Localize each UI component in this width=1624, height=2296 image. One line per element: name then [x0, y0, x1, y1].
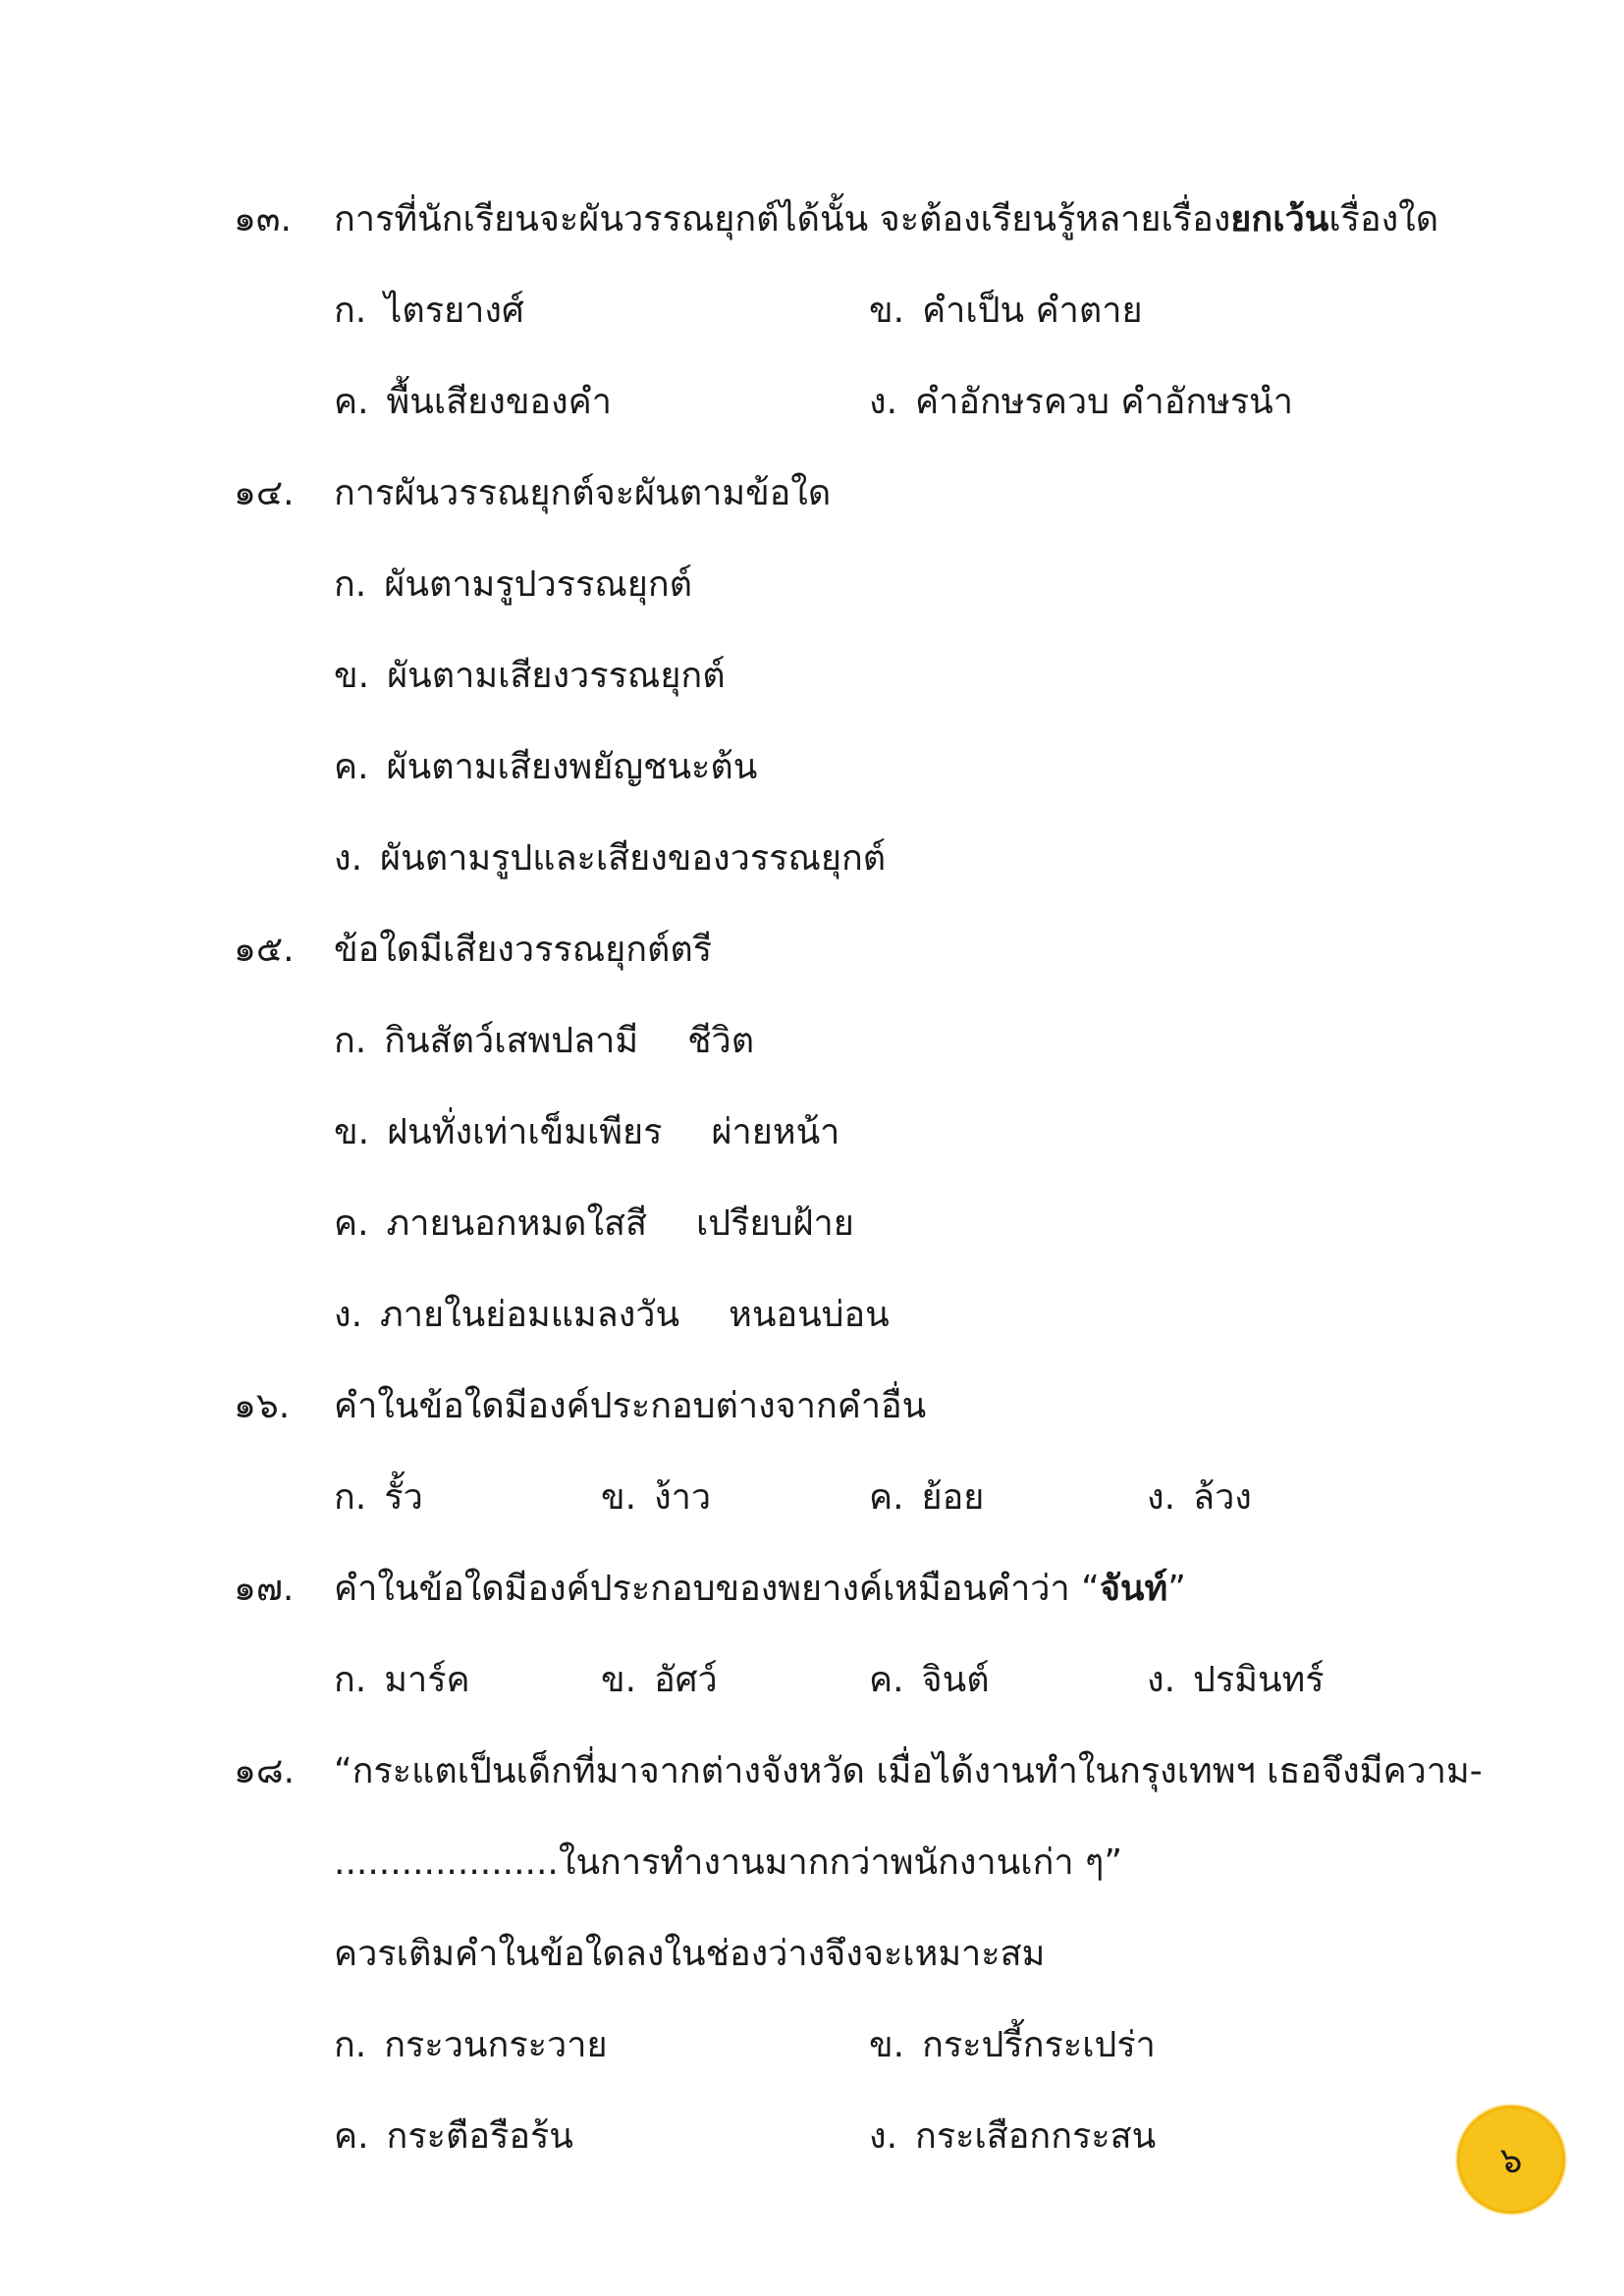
option-text: ผันตามเสียงวรรณยุกต์: [387, 656, 726, 696]
option-text: กินสัตว์เสพปลามี: [384, 1021, 639, 1061]
question-13-number: ๑๓.: [234, 199, 292, 240]
option-text: กระปรี้กระเปร่า: [922, 2025, 1156, 2065]
question-15-number: ๑๕.: [234, 930, 295, 970]
option-label: ค.: [334, 1203, 369, 1244]
question-16-option-d[interactable]: [1147, 1474, 1252, 1522]
option-label: ข.: [601, 1477, 637, 1518]
option-text: ไตรยางศ์: [384, 291, 524, 331]
question-17-option-d[interactable]: [1147, 1657, 1325, 1704]
option-label: ก.: [334, 2025, 367, 2065]
option-text: อัศว์: [654, 1660, 718, 1700]
option-text: ย้อย: [921, 1477, 985, 1518]
question-13-option-a[interactable]: [334, 288, 524, 335]
question-18-line-1: “กระแตเป็นเด็กที่มาจากต่างจังหวัด เมื่อได้งานทำในกรุงเทพฯ เธอจึงมีความ-: [334, 1751, 1483, 1791]
option-text: คำเป็น คำตาย: [922, 291, 1143, 331]
option-text-2: หนอนบ่อน: [729, 1295, 890, 1335]
question-13-text-bold: ยกเว้น: [1230, 199, 1329, 240]
option-label: ข.: [601, 1660, 637, 1700]
question-13-option-d[interactable]: [869, 379, 1293, 426]
option-label: ข.: [869, 291, 905, 331]
option-label: ข.: [334, 1112, 370, 1152]
option-label: ค.: [334, 382, 369, 422]
option-text: คำอักษรควบ คำอักษรนำ: [915, 382, 1294, 422]
question-17-text-bold: จันท์: [1099, 1569, 1168, 1609]
question-13-text: [334, 196, 1438, 243]
question-13-text-b: เรื่องใด: [1328, 199, 1439, 240]
question-15-option-b[interactable]: [334, 1109, 839, 1156]
page-number: ๖: [1499, 2140, 1523, 2181]
question-14-option-c[interactable]: [334, 744, 757, 791]
question-13-option-c[interactable]: [334, 379, 612, 426]
question-17-number: ๑๗.: [234, 1569, 295, 1609]
option-text: ผันตามรูปและเสียงของวรรณยุกต์: [380, 838, 887, 879]
option-text: ฝนทั่งเท่าเข็มเพียร: [387, 1112, 663, 1152]
option-label: ก.: [334, 1021, 367, 1061]
option-label: ง.: [334, 838, 363, 879]
question-13-option-b[interactable]: [869, 288, 1143, 335]
option-label: ข.: [869, 2025, 905, 2065]
question-15-option-c[interactable]: [334, 1201, 854, 1248]
question-14-option-d[interactable]: [334, 835, 886, 882]
question-17-option-b[interactable]: [601, 1657, 718, 1704]
question-15-option-a[interactable]: [334, 1018, 754, 1065]
option-text: ล้วง: [1193, 1477, 1252, 1518]
option-label: ง.: [1147, 1660, 1176, 1700]
option-text-2: เปรียบฝ้าย: [695, 1203, 854, 1244]
option-text: กระตือรือร้น: [386, 2116, 573, 2157]
question-16-option-c[interactable]: [869, 1474, 984, 1522]
option-label: ค.: [334, 747, 369, 787]
question-17-text-b: ”: [1167, 1569, 1186, 1609]
option-label: ง.: [334, 1295, 363, 1335]
question-17-text: [334, 1566, 1186, 1613]
option-label: ข.: [334, 656, 370, 696]
option-text: มาร์ค: [384, 1660, 470, 1700]
option-text-2: ผ่ายหน้า: [711, 1112, 840, 1152]
option-text: ผันตามรูปวรรณยุกต์: [384, 564, 693, 605]
question-15-option-d[interactable]: [334, 1292, 890, 1339]
option-label: ก.: [334, 291, 367, 331]
question-18-number: ๑๘.: [234, 1751, 296, 1791]
question-16-option-a[interactable]: [334, 1474, 423, 1522]
page-number-badge: [1457, 2106, 1565, 2214]
question-14-option-a[interactable]: [334, 561, 692, 609]
option-text: ง้าว: [654, 1477, 712, 1518]
option-label: ค.: [334, 2116, 369, 2157]
option-label: ค.: [869, 1660, 904, 1700]
question-17-option-a[interactable]: [334, 1657, 470, 1704]
question-14-text: การผันวรรณยุกต์จะผันตามข้อใด: [334, 473, 832, 513]
option-text: จินต์: [921, 1660, 990, 1700]
option-text: ผันตามเสียงพยัญชนะต้น: [386, 747, 758, 787]
option-text: กระวนกระวาย: [384, 2025, 608, 2065]
question-16-number: ๑๖.: [234, 1386, 291, 1426]
question-14-option-b[interactable]: [334, 653, 726, 700]
question-18-line-2: ....................ในการทำงานมากกว่าพนักงานเก่า ๆ”: [334, 1842, 1123, 1883]
question-15-text: ข้อใดมีเสียงวรรณยุกต์ตรี: [334, 930, 713, 970]
option-label: ก.: [334, 1660, 367, 1700]
question-18-line-3: ควรเติมคำในข้อใดลงในช่องว่างจึงจะเหมาะสม: [334, 1934, 1046, 1974]
option-text: กระเสือกกระสน: [915, 2116, 1157, 2157]
question-17-text-a: คำในข้อใดมีองค์ประกอบของพยางค์เหมือนคำว่า “: [334, 1569, 1100, 1609]
question-16-option-b[interactable]: [601, 1474, 711, 1522]
question-18-option-b[interactable]: [869, 2022, 1156, 2069]
question-14-number: ๑๔.: [234, 473, 295, 513]
option-text: ภายนอกหมดใสสี: [386, 1203, 647, 1244]
option-text: พื้นเสียงของคำ: [386, 382, 612, 422]
option-text: รั้ว: [384, 1477, 423, 1518]
option-label: ค.: [869, 1477, 904, 1518]
question-18-option-d[interactable]: [869, 2113, 1156, 2161]
option-label: ก.: [334, 564, 367, 605]
option-text-2: ชีวิต: [687, 1021, 755, 1061]
option-label: ง.: [869, 2116, 898, 2157]
option-text: ปรมินทร์: [1193, 1660, 1325, 1700]
question-16-text: คำในข้อใดมีองค์ประกอบต่างจากคำอื่น: [334, 1386, 927, 1426]
option-label: ก.: [334, 1477, 367, 1518]
question-17-option-c[interactable]: [869, 1657, 990, 1704]
option-label: ง.: [869, 382, 898, 422]
question-18-option-a[interactable]: [334, 2022, 608, 2069]
question-18-option-c[interactable]: [334, 2113, 573, 2161]
option-label: ง.: [1147, 1477, 1176, 1518]
option-text: ภายในย่อมแมลงวัน: [380, 1295, 680, 1335]
question-13-text-a: การที่นักเรียนจะผันวรรณยุกต์ได้นั้น จะต้องเรียนรู้หลายเรื่อง: [334, 199, 1231, 240]
